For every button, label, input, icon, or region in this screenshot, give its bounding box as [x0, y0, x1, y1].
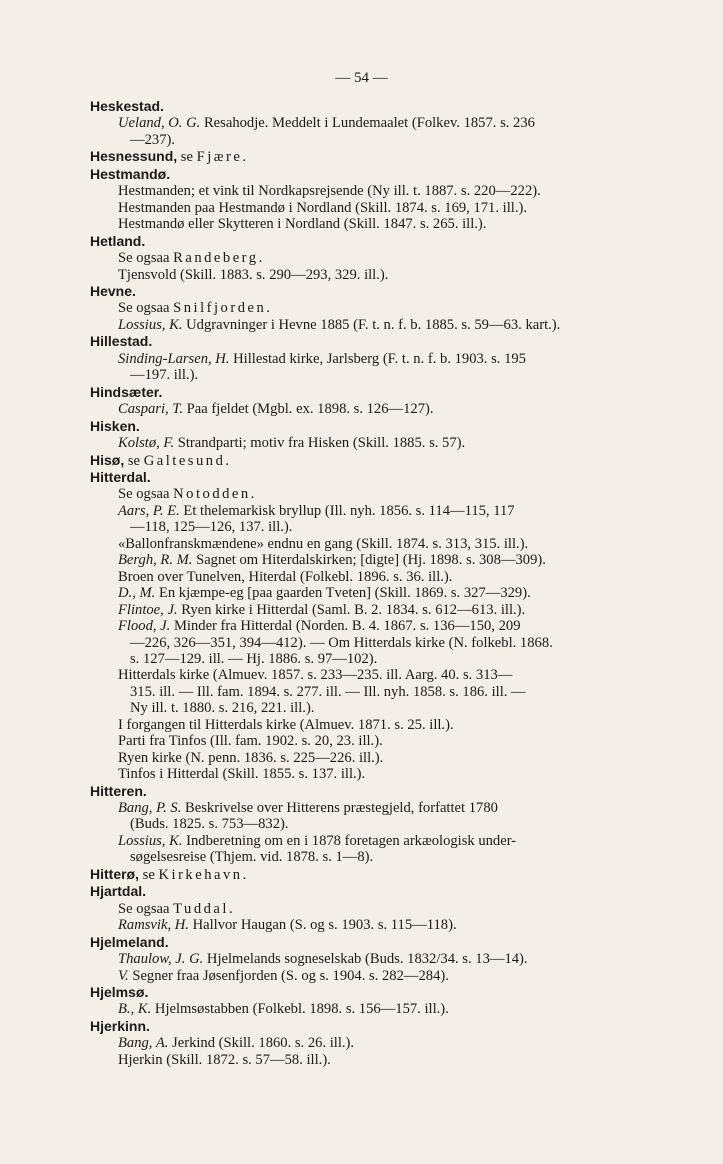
- entry-text: Se ogsaa: [118, 486, 174, 503]
- heading-text: Hetland.: [90, 232, 146, 249]
- entry-line: [90, 401, 660, 417]
- entry-continuation: [90, 816, 660, 832]
- entry-line: [90, 115, 660, 131]
- cross-reference: Notodden.: [173, 486, 257, 503]
- author-name: Ueland, O. G.: [118, 115, 201, 132]
- entry-continuation: [90, 651, 660, 667]
- entry-continuation: [90, 684, 660, 700]
- entry-text: Tinfos i Hitterdal (Skill. 1855. s. 137. ill.).: [118, 766, 366, 783]
- entry-line: [90, 351, 660, 367]
- place-heading: [90, 1018, 660, 1035]
- author-name: Thaulow, J. G.: [118, 951, 204, 968]
- entry-text: I forgangen til Hitterdals kirke (Almuev. 1871. s. 25. ill.).: [118, 716, 454, 733]
- entry-text: Strandparti; motiv fra Hisken (Skill. 1885. s. 57).: [174, 435, 466, 452]
- entry-text: —118, 125—126, 137. ill.).: [130, 519, 293, 536]
- entry-text: Tjensvold (Skill. 1883. s. 290—293, 329. ill.).: [118, 266, 389, 283]
- author-name: Flintoe, J.: [118, 601, 178, 618]
- entry-line: [90, 552, 660, 568]
- entry-line: [90, 267, 660, 283]
- entry-text: Sagnet om Hiterdalskirken; [digte] (Hj. 1898. s. 308—309).: [192, 552, 546, 569]
- author-name: Sinding-Larsen, H.: [118, 350, 230, 367]
- entry-line: [90, 1052, 660, 1068]
- entry-text: Hestmandø eller Skytteren i Nordland (Skill. 1847. s. 265. ill.).: [118, 216, 487, 233]
- place-heading: [90, 166, 660, 183]
- author-name: B., K.: [118, 1001, 152, 1018]
- entry-line: [90, 435, 660, 451]
- author-name: V.: [118, 967, 129, 984]
- entry-line: [90, 618, 660, 634]
- entry-text: Hjelmelands sogneselskab (Buds. 1832/34. s. 13—14).: [203, 951, 528, 968]
- entry-text: Minder fra Hitterdal (Norden. B. 4. 1867. s. 136—150, 209: [170, 618, 521, 635]
- entry-text: Ny ill. t. 1880. s. 216, 221. ill.).: [130, 700, 315, 717]
- entry-line: [90, 833, 660, 849]
- entry-text: Hestmanden; et vink til Nordkapsrejsende (Ny ill. t. 1887. s. 220—222).: [118, 183, 541, 200]
- entry-text: —197. ill.).: [130, 367, 199, 384]
- place-heading: [90, 866, 660, 883]
- page-number: — 54 —: [335, 70, 388, 86]
- entry-line: [90, 317, 660, 333]
- entry-line: [90, 733, 660, 749]
- place-heading: [90, 469, 660, 486]
- place-heading: [90, 452, 660, 469]
- entry-line: [90, 951, 660, 967]
- place-heading: [90, 233, 660, 250]
- bibliography-list: [90, 98, 660, 1068]
- author-name: Bang, P. S.: [118, 800, 182, 817]
- author-name: Caspari, T.: [118, 401, 184, 418]
- entry-line: [90, 602, 660, 618]
- heading-text: Hisken.: [90, 417, 140, 434]
- entry-continuation: [90, 635, 660, 651]
- heading-text: Heskestad.: [90, 98, 164, 114]
- entry-text: «Ballonfranskmændene» endnu en gang (Skill. 1874. s. 313, 315. ill.).: [118, 535, 529, 552]
- place-heading: [90, 98, 660, 115]
- entry-text: Paa fjeldet (Mgbl. ex. 1898. s. 126—127).: [183, 401, 434, 418]
- heading-text: Hevne.: [90, 282, 136, 299]
- author-name: Aars, P. E.: [118, 502, 180, 519]
- entry-text: Hestmanden paa Hestmandø i Nordland (Skill. 1874. s. 169, 171. ill.).: [118, 199, 527, 216]
- heading-text: Hjerkinn.: [90, 1017, 150, 1034]
- place-heading: [90, 883, 660, 900]
- author-name: D., M.: [118, 585, 156, 602]
- cross-reference: Fjære.: [196, 149, 249, 166]
- cross-reference: Snilfjorden.: [173, 300, 273, 317]
- entry-line: [90, 667, 660, 683]
- heading-text: Hitterø,: [90, 865, 139, 882]
- entry-text: En kjæmpe-eg [paa gaarden Tveten] (Skill. 1869. s. 327—329).: [155, 585, 531, 602]
- entry-line: [90, 300, 660, 316]
- see-text: se: [177, 149, 197, 166]
- cross-reference: Tuddal.: [173, 900, 236, 917]
- entry-text: Resahodje. Meddelt i Lundemaalet (Folkev. 1857. s. 236: [200, 115, 535, 132]
- entry-line: [90, 1001, 660, 1017]
- entry-text: Se ogsaa: [118, 900, 174, 917]
- entry-text: Hjerkin (Skill. 1872. s. 57—58. ill.).: [118, 1051, 331, 1068]
- entry-line: [90, 183, 660, 199]
- entry-line: [90, 1035, 660, 1051]
- heading-text: Hjartdal.: [90, 883, 147, 900]
- author-name: Bergh, R. M.: [118, 552, 193, 569]
- place-heading: [90, 418, 660, 435]
- entry-text: Hitterdals kirke (Almuev. 1857. s. 233—235. ill. Aarg. 40. s. 313—: [118, 667, 513, 684]
- author-name: Kolstø, F.: [118, 435, 175, 452]
- entry-text: Udgravninger i Hevne 1885 (F. t. n. f. b. 1885. s. 59—63. kart.).: [182, 316, 561, 333]
- heading-text: Hillestad.: [90, 333, 153, 350]
- entry-text: Beskrivelse over Hitterens præstegjeld, forfattet 1780: [181, 800, 498, 817]
- entry-text: s. 127—129. ill. — Hj. 1886. s. 97—102).: [130, 650, 378, 667]
- entry-line: [90, 569, 660, 585]
- entry-continuation: [90, 700, 660, 716]
- heading-text: Hestmandø.: [90, 165, 171, 182]
- heading-text: Hitterdal.: [90, 468, 151, 485]
- author-name: Ramsvik, H.: [118, 917, 189, 934]
- entry-text: Ryen kirke (N. penn. 1836. s. 225—226. ill.).: [118, 749, 384, 766]
- entry-line: [90, 503, 660, 519]
- entry-line: [90, 968, 660, 984]
- entry-line: [90, 750, 660, 766]
- cross-reference: Galtesund.: [143, 452, 232, 469]
- entry-text: Ryen kirke i Hitterdal (Saml. B. 2. 1834. s. 612—613. ill.).: [177, 601, 526, 618]
- entry-line: [90, 901, 660, 917]
- entry-line: [90, 250, 660, 266]
- entry-line: [90, 200, 660, 216]
- entry-continuation: [90, 367, 660, 383]
- entry-text: Hillestad kirke, Jarlsberg (F. t. n. f. b. 1903. s. 195: [229, 350, 526, 367]
- entry-line: [90, 717, 660, 733]
- entry-line: [90, 800, 660, 816]
- author-name: Bang, A.: [118, 1035, 169, 1052]
- author-name: Lossius, K.: [118, 832, 183, 849]
- entry-text: (Buds. 1825. s. 753—832).: [130, 816, 289, 833]
- entry-line: [90, 917, 660, 933]
- entry-continuation: [90, 849, 660, 865]
- entry-continuation: [90, 519, 660, 535]
- entry-line: [90, 766, 660, 782]
- entry-text: —226, 326—351, 394—412). — Om Hitterdals kirke (N. folkebl. 1868.: [130, 634, 553, 651]
- see-text: se: [124, 452, 144, 469]
- entry-text: Broen over Tunelven, Hiterdal (Folkebl. 1896. s. 36. ill.).: [118, 568, 453, 585]
- entry-text: —237).: [130, 131, 175, 148]
- heading-text: Hesnessund,: [90, 148, 178, 165]
- entry-continuation: [90, 132, 660, 148]
- entry-text: Jerkind (Skill. 1860. s. 26. ill.).: [168, 1035, 355, 1052]
- place-heading: [90, 148, 660, 165]
- entry-line: [90, 486, 660, 502]
- entry-text: Hjelmsøstabben (Folkebl. 1898. s. 156—157. ill.).: [151, 1001, 449, 1018]
- entry-line: [90, 585, 660, 601]
- see-text: se: [139, 866, 159, 883]
- entry-text: Hallvor Haugan (S. og s. 1903. s. 115—118).: [188, 917, 457, 934]
- entry-line: [90, 536, 660, 552]
- place-heading: [90, 934, 660, 951]
- place-heading: [90, 283, 660, 300]
- author-name: Flood, J.: [118, 618, 171, 635]
- cross-reference: Randeberg.: [173, 250, 265, 267]
- heading-text: Hjelmeland.: [90, 933, 169, 950]
- entry-text: Parti fra Tinfos (Ill. fam. 1902. s. 20, 23. ill.).: [118, 733, 383, 750]
- place-heading: [90, 984, 660, 1001]
- heading-text: Hjelmsø.: [90, 984, 149, 1001]
- place-heading: [90, 384, 660, 401]
- entry-text: Indberetning om en i 1878 foretagen arkæologisk under-: [182, 832, 517, 849]
- cross-reference: Kirkehavn.: [158, 866, 249, 883]
- place-heading: [90, 333, 660, 350]
- heading-text: Hitteren.: [90, 782, 147, 799]
- entry-text: Segner fraa Jøsenfjorden (S. og s. 1904. s. 282—284).: [128, 967, 449, 984]
- entry-line: [90, 216, 660, 232]
- entry-text: Se ogsaa: [118, 300, 174, 317]
- entry-text: søgelsesreise (Thjem. vid. 1878. s. 1—8).: [130, 849, 374, 866]
- heading-text: Hindsæter.: [90, 383, 163, 400]
- entry-text: 315. ill. — Ill. fam. 1894. s. 277. ill. — Ill. nyh. 1858. s. 186. ill. —: [130, 683, 526, 700]
- author-name: Lossius, K.: [118, 316, 183, 333]
- place-heading: [90, 783, 660, 800]
- heading-text: Hisø,: [90, 451, 125, 468]
- entry-text: Se ogsaa: [118, 250, 174, 267]
- entry-text: Et thelemarkisk bryllup (Ill. nyh. 1856. s. 114—115, 117: [179, 502, 515, 519]
